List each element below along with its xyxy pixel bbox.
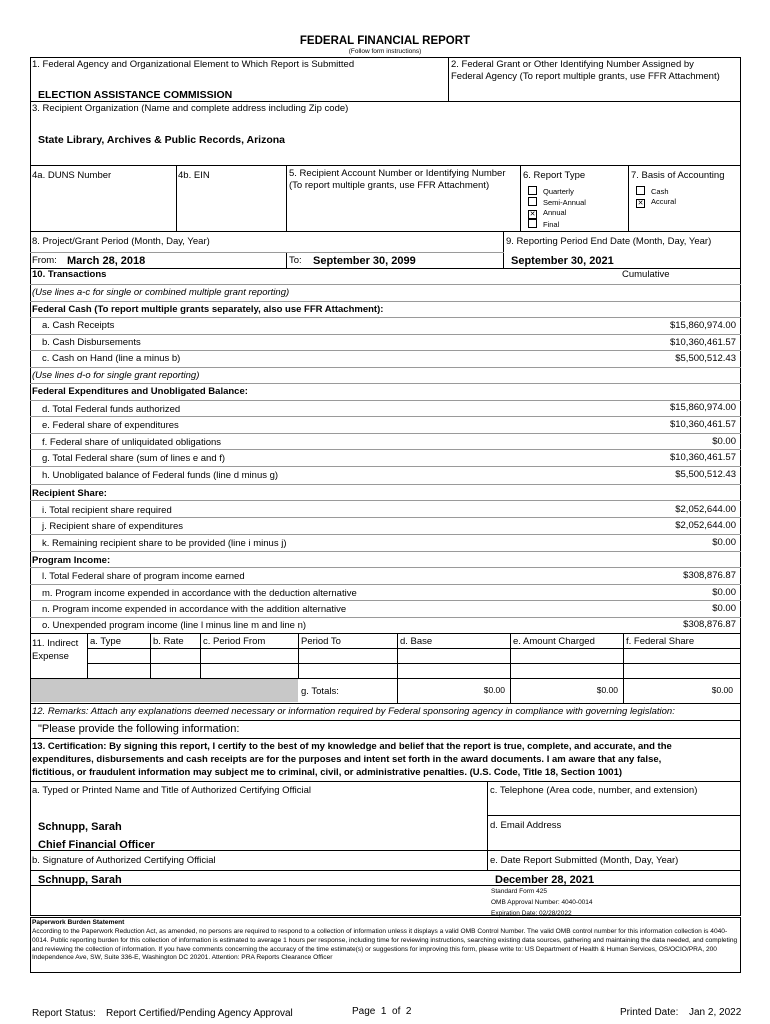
report-type-options	[528, 186, 586, 230]
line-h-value: $5,500,512.43	[675, 469, 736, 480]
col-period-from-header: c. Period From	[203, 636, 266, 647]
checkbox-icon	[528, 186, 537, 195]
period-from-label: From:	[32, 255, 57, 266]
form-number: Standard Form 425	[491, 888, 548, 895]
report-type-quarterly[interactable]: Quarterly	[528, 186, 586, 197]
col-federal-share-header: f. Federal Share	[626, 636, 695, 647]
line-c-label: c. Cash on Hand (line a minus b)	[42, 353, 181, 364]
checked-checkbox-icon: ✕	[529, 211, 536, 218]
recipient-share-heading: Recipient Share:	[32, 488, 107, 499]
line-g-label: g. Total Federal share (sum of lines e and f)	[42, 453, 226, 464]
certifier-name-label: a. Typed or Printed Name and Title of Authorized Certifying Official	[32, 785, 311, 796]
federal-cash-heading: Federal Cash (To report multiple grants separately, also use FFR Attachment):	[32, 304, 384, 315]
project-period-label: 8. Project/Grant Period (Month, Day, Year)	[32, 236, 210, 247]
line-f-value: $0.00	[712, 436, 736, 447]
line-j-label: j. Recipient share of expenditures	[42, 521, 183, 532]
report-type-final[interactable]: Final	[528, 219, 586, 230]
line-n-label: n. Program income expended in accordance with the addition alternative	[42, 604, 347, 615]
certification-line2: expenditures, disbursements and cash receipts are for the purposes and intent set forth in the award documents. I am aware that any false,	[32, 754, 662, 765]
box2-label-line2: Federal Agency (To report multiple grants, use FFR Attachment)	[451, 71, 720, 82]
line-i-label: i. Total recipient share required	[42, 505, 172, 516]
indirect-expense-label-line2: Expense	[32, 651, 69, 662]
line-d-value: $15,860,974.00	[669, 402, 736, 413]
box3-label: 3. Recipient Organization (Name and complete address including Zip code)	[32, 103, 349, 114]
basis-of-accounting-label: 7. Basis of Accounting	[631, 170, 725, 181]
transactions-heading: 10. Transactions	[32, 269, 107, 280]
box1-label: 1. Federal Agency and Organizational Element to Which Report is Submitted	[32, 59, 355, 70]
report-status-label: Report Status:	[32, 1008, 96, 1019]
telephone-label: c. Telephone (Area code, number, and extension)	[490, 785, 698, 796]
checkbox-icon	[528, 219, 537, 228]
line-l-value: $308,876.87	[683, 570, 736, 581]
period-to-value: September 30, 2099	[313, 255, 416, 267]
remarks-label: 12. Remarks: Attach any explanations deemed necessary or information required by Federal sponsoring agency in compliance with governing legislation:	[32, 706, 675, 717]
cumulative-heading: Cumulative	[622, 269, 670, 280]
basis-cash[interactable]: Cash	[636, 186, 676, 197]
totals-shaded-cell	[31, 679, 298, 702]
program-income-heading: Program Income:	[32, 555, 111, 566]
printed-date-value: Jan 2, 2022	[689, 1007, 742, 1018]
report-type-semi-annual[interactable]: Semi-Annual	[528, 197, 586, 208]
line-k-label: k. Remaining recipient share to be provided (line i minus j)	[42, 538, 287, 549]
line-g-value: $10,360,461.57	[669, 452, 736, 463]
reporting-period-end-value: September 30, 2021	[511, 255, 614, 267]
signature-value: Schnupp, Sarah	[38, 874, 122, 886]
line-e-value: $10,360,461.57	[669, 419, 736, 430]
ein-label: 4b. EIN	[178, 170, 210, 181]
line-o-label: o. Unexpended program income (line l minus line m and line n)	[42, 620, 307, 631]
line-k-value: $0.00	[712, 537, 736, 548]
line-d-label: d. Total Federal funds authorized	[42, 404, 181, 415]
note-lines-a-c: (Use lines a-c for single or combined multiple grant reporting)	[32, 287, 290, 298]
report-type-annual[interactable]: ✕ Annual	[529, 208, 567, 218]
checkbox-icon	[636, 186, 645, 195]
reporting-period-end-label: 9. Reporting Period End Date (Month, Day, Year)	[506, 236, 712, 247]
checkbox-icon	[528, 197, 537, 206]
box5-label-line2: (To report multiple grants, use FFR Attachment)	[289, 180, 490, 191]
line-e-label: e. Federal share of expenditures	[42, 420, 179, 431]
signature-label: b. Signature of Authorized Certifying Official	[32, 855, 216, 866]
basis-accural[interactable]: ✕ Accural	[637, 197, 677, 207]
federal-expenditures-heading: Federal Expenditures and Unobligated Balance:	[32, 386, 248, 397]
basis-options	[636, 186, 676, 208]
totals-label: g. Totals:	[301, 686, 339, 697]
total-charged-value: $0.00	[596, 685, 618, 695]
expiration-date: Expiration Date: 02/28/2022	[491, 910, 572, 917]
period-from-value: March 28, 2018	[67, 255, 146, 267]
line-j-value: $2,052,644.00	[675, 520, 736, 531]
federal-agency-value: ELECTION ASSISTANCE COMMISSION	[38, 89, 233, 101]
certifier-name: Schnupp, Sarah	[38, 821, 122, 833]
box5-label-line1: 5. Recipient Account Number or Identifying Number	[289, 168, 506, 179]
page-number: Page 1 of 2	[352, 1006, 412, 1017]
email-label: d. Email Address	[490, 820, 562, 831]
form-subtitle: (Follow form instructions)	[348, 48, 422, 55]
line-c-value: $5,500,512.43	[675, 353, 736, 364]
paperwork-burden-text: According to the Paperwork Reduction Act, as amended, no persons are required to respond to a collection of information unless it displays a valid OMB Control Number. The valid OMB control number for this information collection is 4040-0014. Public reporting burden for this collection of information is estimated to average 1 hours per response, including time for reviewing instructions, searching existing data sources, gathering and maintaining the data needed, and completing and reviewing the collection of information. If you have comments concerning the accuracy of the time estimate(s) or suggestions for improving this form, please write to: US Department of Health & Human Services, OS/OCIO/PRA, 200 Independence Ave, SW, Suite 336-E, Washington DC 20201. Attention: PRA Reports Clearance Officer	[32, 928, 738, 962]
col-base-header: d. Base	[400, 636, 433, 647]
total-base-value: $0.00	[483, 685, 505, 695]
recipient-organization-value: State Library, Archives & Public Records, Arizona	[38, 134, 286, 146]
col-rate-header: b. Rate	[153, 636, 184, 647]
col-period-to-header: Period To	[301, 636, 341, 647]
total-federal-share-value: $0.00	[711, 685, 733, 695]
omb-approval-number: OMB Approval Number: 4040-0014	[491, 899, 593, 906]
line-o-value: $308,876.87	[683, 619, 736, 630]
line-m-value: $0.00	[712, 587, 736, 598]
line-m-label: m. Program income expended in accordance with the deduction alternative	[42, 588, 357, 599]
note-lines-d-o: (Use lines d-o for single grant reporting)	[32, 370, 200, 381]
col-amount-charged-header: e. Amount Charged	[513, 636, 595, 647]
line-a-value: $15,860,974.00	[669, 320, 736, 331]
line-b-label: b. Cash Disbursements	[42, 337, 141, 348]
date-submitted-value: December 28, 2021	[495, 874, 595, 886]
paperwork-burden-title: Paperwork Burden Statement	[32, 919, 125, 926]
line-f-label: f. Federal share of unliquidated obligations	[42, 437, 222, 448]
col-type-header: a. Type	[90, 636, 121, 647]
certification-line1: 13. Certification: By signing this report, I certify to the best of my knowledge and belief that the report is true, complete, and accurate, and the	[32, 741, 672, 752]
line-a-label: a. Cash Receipts	[42, 320, 115, 331]
line-i-value: $2,052,644.00	[675, 504, 736, 515]
line-n-value: $0.00	[712, 603, 736, 614]
line-l-label: l. Total Federal share of program income earned	[42, 571, 245, 582]
remarks-value: "Please provide the following information:	[38, 723, 240, 735]
report-type-label: 6. Report Type	[523, 170, 586, 181]
date-submitted-label: e. Date Report Submitted (Month, Day, Year)	[490, 855, 679, 866]
line-b-value: $10,360,461.57	[669, 337, 736, 348]
indirect-expense-label-line1: 11. Indirect	[32, 638, 79, 649]
certification-line3: fictitious, or fraudulent information may subject me to criminal, civil, or administrative penalties. (U.S. Code, Title 18, Section 1001)	[32, 767, 623, 778]
printed-date-label: Printed Date:	[620, 1007, 679, 1018]
report-status-value: Report Certified/Pending Agency Approval	[106, 1008, 293, 1019]
form-title: FEDERAL FINANCIAL REPORT	[299, 35, 471, 47]
line-h-label: h. Unobligated balance of Federal funds (line d minus g)	[42, 470, 279, 481]
period-to-label: To:	[289, 255, 302, 266]
checked-checkbox-icon: ✕	[637, 200, 644, 207]
box2-label-line1: 2. Federal Grant or Other Identifying Number Assigned by	[451, 59, 694, 70]
certifier-title: Chief Financial Officer	[38, 839, 155, 851]
duns-label: 4a. DUNS Number	[32, 170, 112, 181]
